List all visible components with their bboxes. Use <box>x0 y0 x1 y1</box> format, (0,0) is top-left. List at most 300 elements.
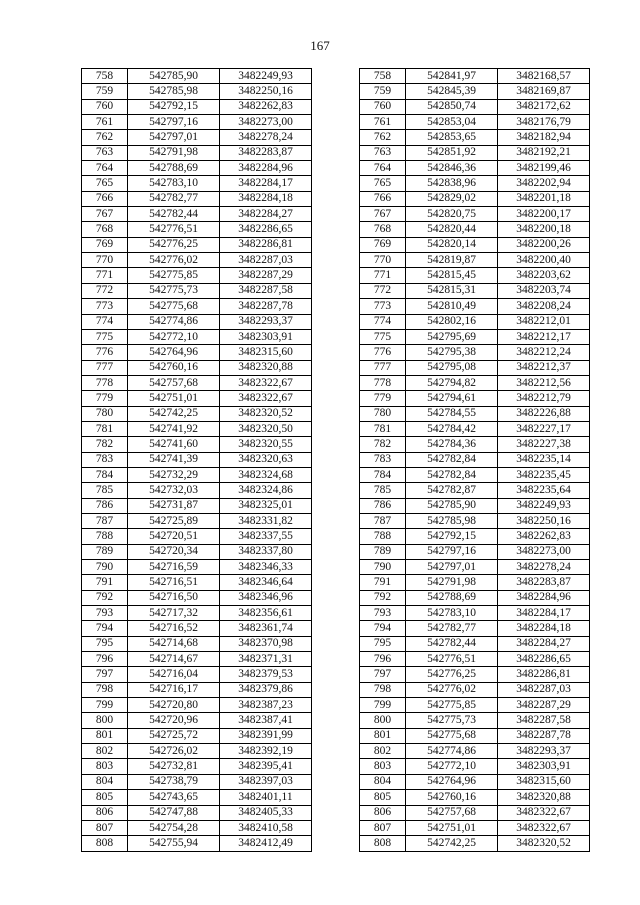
x-coordinate-cell: 542850,74 <box>406 99 498 114</box>
y-coordinate-cell: 3482379,86 <box>220 682 312 697</box>
table-row <box>360 759 590 774</box>
point-number-cell: 801 <box>360 728 406 743</box>
y-coordinate-cell: 3482322,67 <box>498 805 590 820</box>
point-number-cell: 765 <box>360 176 406 191</box>
point-number-cell: 791 <box>82 575 128 590</box>
table-row <box>82 774 312 789</box>
point-number-cell: 773 <box>82 299 128 314</box>
x-coordinate-cell: 542841,97 <box>406 69 498 84</box>
point-number-cell: 767 <box>82 207 128 222</box>
x-coordinate-cell: 542714,67 <box>128 652 220 667</box>
x-coordinate-cell: 542791,98 <box>128 145 220 160</box>
y-coordinate-cell: 3482287,58 <box>220 283 312 298</box>
table-row <box>82 636 312 651</box>
table-row <box>360 421 590 436</box>
x-coordinate-cell: 542820,44 <box>406 222 498 237</box>
y-coordinate-cell: 3482293,37 <box>498 744 590 759</box>
y-coordinate-cell: 3482203,74 <box>498 283 590 298</box>
x-coordinate-cell: 542785,98 <box>128 84 220 99</box>
x-coordinate-cell: 542785,90 <box>406 498 498 513</box>
y-coordinate-cell: 3482286,65 <box>498 652 590 667</box>
x-coordinate-cell: 542741,39 <box>128 452 220 467</box>
x-coordinate-cell: 542776,25 <box>128 237 220 252</box>
y-coordinate-cell: 3482324,86 <box>220 483 312 498</box>
y-coordinate-cell: 3482320,63 <box>220 452 312 467</box>
x-coordinate-cell: 542751,01 <box>406 820 498 835</box>
x-coordinate-cell: 542797,16 <box>406 544 498 559</box>
table-row <box>360 99 590 114</box>
x-coordinate-cell: 542846,36 <box>406 161 498 176</box>
table-row <box>360 652 590 667</box>
point-number-cell: 764 <box>82 161 128 176</box>
table-row <box>82 222 312 237</box>
point-number-cell: 766 <box>360 191 406 206</box>
y-coordinate-cell: 3482293,37 <box>220 314 312 329</box>
x-coordinate-cell: 542741,92 <box>128 421 220 436</box>
point-number-cell: 786 <box>82 498 128 513</box>
table-row <box>82 191 312 206</box>
x-coordinate-cell: 542764,96 <box>128 345 220 360</box>
point-number-cell: 787 <box>360 513 406 528</box>
point-number-cell: 805 <box>82 790 128 805</box>
y-coordinate-cell: 3482284,17 <box>498 606 590 621</box>
y-coordinate-cell: 3482287,58 <box>498 713 590 728</box>
table-row <box>360 314 590 329</box>
y-coordinate-cell: 3482286,65 <box>220 222 312 237</box>
x-coordinate-cell: 542716,59 <box>128 560 220 575</box>
y-coordinate-cell: 3482397,03 <box>220 774 312 789</box>
y-coordinate-cell: 3482331,82 <box>220 513 312 528</box>
y-coordinate-cell: 3482169,87 <box>498 84 590 99</box>
table-row <box>82 498 312 513</box>
table-row <box>82 744 312 759</box>
y-coordinate-cell: 3482200,26 <box>498 237 590 252</box>
x-coordinate-cell: 542776,51 <box>128 222 220 237</box>
table-gap <box>312 68 359 852</box>
table-row <box>82 437 312 452</box>
x-coordinate-cell: 542772,10 <box>406 759 498 774</box>
point-number-cell: 780 <box>360 406 406 421</box>
table-row <box>82 176 312 191</box>
table-row <box>360 513 590 528</box>
page-number: 167 <box>310 38 330 53</box>
y-coordinate-cell: 3482283,87 <box>220 145 312 160</box>
y-coordinate-cell: 3482235,45 <box>498 467 590 482</box>
x-coordinate-cell: 542732,81 <box>128 759 220 774</box>
y-coordinate-cell: 3482286,81 <box>498 667 590 682</box>
table-row <box>82 698 312 713</box>
point-number-cell: 795 <box>360 636 406 651</box>
x-coordinate-cell: 542795,08 <box>406 360 498 375</box>
table-body-right <box>360 69 590 852</box>
x-coordinate-cell: 542747,88 <box>128 805 220 820</box>
point-number-cell: 762 <box>82 130 128 145</box>
x-coordinate-cell: 542795,69 <box>406 329 498 344</box>
x-coordinate-cell: 542792,15 <box>406 529 498 544</box>
x-coordinate-cell: 542731,87 <box>128 498 220 513</box>
table-row <box>82 207 312 222</box>
point-number-cell: 796 <box>360 652 406 667</box>
y-coordinate-cell: 3482203,62 <box>498 268 590 283</box>
y-coordinate-cell: 3482370,98 <box>220 636 312 651</box>
x-coordinate-cell: 542794,82 <box>406 375 498 390</box>
point-number-cell: 794 <box>82 621 128 636</box>
x-coordinate-cell: 542716,51 <box>128 575 220 590</box>
x-coordinate-cell: 542782,87 <box>406 483 498 498</box>
table-row <box>82 652 312 667</box>
y-coordinate-cell: 3482337,55 <box>220 529 312 544</box>
table-row <box>360 728 590 743</box>
x-coordinate-cell: 542732,03 <box>128 483 220 498</box>
y-coordinate-cell: 3482395,41 <box>220 759 312 774</box>
point-number-cell: 776 <box>82 345 128 360</box>
point-number-cell: 777 <box>360 360 406 375</box>
y-coordinate-cell: 3482286,81 <box>220 237 312 252</box>
point-number-cell: 778 <box>360 375 406 390</box>
point-number-cell: 776 <box>360 345 406 360</box>
table-row <box>82 452 312 467</box>
y-coordinate-cell: 3482303,91 <box>220 329 312 344</box>
point-number-cell: 762 <box>360 130 406 145</box>
x-coordinate-cell: 542776,51 <box>406 652 498 667</box>
x-coordinate-cell: 542782,77 <box>128 191 220 206</box>
table-row <box>82 590 312 605</box>
y-coordinate-cell: 3482356,61 <box>220 606 312 621</box>
point-number-cell: 786 <box>360 498 406 513</box>
point-number-cell: 802 <box>82 744 128 759</box>
table-row <box>360 544 590 559</box>
x-coordinate-cell: 542815,31 <box>406 283 498 298</box>
x-coordinate-cell: 542820,14 <box>406 237 498 252</box>
point-number-cell: 790 <box>360 560 406 575</box>
y-coordinate-cell: 3482315,60 <box>220 345 312 360</box>
point-number-cell: 793 <box>360 606 406 621</box>
table-row <box>82 836 312 852</box>
point-number-cell: 788 <box>82 529 128 544</box>
y-coordinate-cell: 3482320,52 <box>498 836 590 852</box>
table-row <box>82 161 312 176</box>
y-coordinate-cell: 3482410,58 <box>220 820 312 835</box>
table-row <box>82 237 312 252</box>
point-number-cell: 775 <box>82 329 128 344</box>
point-number-cell: 768 <box>360 222 406 237</box>
point-number-cell: 795 <box>82 636 128 651</box>
table-row <box>360 130 590 145</box>
x-coordinate-cell: 542815,45 <box>406 268 498 283</box>
x-coordinate-cell: 542751,01 <box>128 391 220 406</box>
x-coordinate-cell: 542782,84 <box>406 452 498 467</box>
table-row <box>360 636 590 651</box>
table-row <box>360 452 590 467</box>
table-row <box>82 513 312 528</box>
y-coordinate-cell: 3482284,96 <box>220 161 312 176</box>
x-coordinate-cell: 542716,52 <box>128 621 220 636</box>
y-coordinate-cell: 3482226,88 <box>498 406 590 421</box>
x-coordinate-cell: 542725,72 <box>128 728 220 743</box>
table-row <box>82 99 312 114</box>
table-row <box>82 728 312 743</box>
table-row <box>360 774 590 789</box>
point-number-cell: 761 <box>82 115 128 130</box>
table-row <box>360 713 590 728</box>
y-coordinate-cell: 3482227,38 <box>498 437 590 452</box>
point-number-cell: 797 <box>82 667 128 682</box>
y-coordinate-cell: 3482273,00 <box>498 544 590 559</box>
point-number-cell: 766 <box>82 191 128 206</box>
table-row <box>360 191 590 206</box>
point-number-cell: 789 <box>360 544 406 559</box>
y-coordinate-cell: 3482202,94 <box>498 176 590 191</box>
point-number-cell: 772 <box>82 283 128 298</box>
y-coordinate-cell: 3482284,18 <box>220 191 312 206</box>
x-coordinate-cell: 542720,96 <box>128 713 220 728</box>
point-number-cell: 808 <box>360 836 406 852</box>
y-coordinate-cell: 3482371,31 <box>220 652 312 667</box>
x-coordinate-cell: 542820,75 <box>406 207 498 222</box>
y-coordinate-cell: 3482287,29 <box>498 698 590 713</box>
table-row <box>360 437 590 452</box>
x-coordinate-cell: 542757,68 <box>406 805 498 820</box>
x-coordinate-cell: 542782,44 <box>406 636 498 651</box>
point-number-cell: 807 <box>82 820 128 835</box>
point-number-cell: 775 <box>360 329 406 344</box>
point-number-cell: 767 <box>360 207 406 222</box>
point-number-cell: 785 <box>82 483 128 498</box>
y-coordinate-cell: 3482212,17 <box>498 329 590 344</box>
y-coordinate-cell: 3482287,03 <box>498 682 590 697</box>
table-row <box>360 406 590 421</box>
table-row <box>82 299 312 314</box>
point-number-cell: 788 <box>360 529 406 544</box>
point-number-cell: 792 <box>82 590 128 605</box>
point-number-cell: 805 <box>360 790 406 805</box>
point-number-cell: 771 <box>360 268 406 283</box>
y-coordinate-cell: 3482337,80 <box>220 544 312 559</box>
table-row <box>82 145 312 160</box>
y-coordinate-cell: 3482412,49 <box>220 836 312 852</box>
table-row <box>360 176 590 191</box>
table-row <box>360 744 590 759</box>
point-number-cell: 765 <box>82 176 128 191</box>
x-coordinate-cell: 542851,92 <box>406 145 498 160</box>
table-row <box>82 391 312 406</box>
x-coordinate-cell: 542738,79 <box>128 774 220 789</box>
table-row <box>82 667 312 682</box>
x-coordinate-cell: 542797,16 <box>128 115 220 130</box>
table-row <box>360 790 590 805</box>
y-coordinate-cell: 3482262,83 <box>220 99 312 114</box>
point-number-cell: 758 <box>360 69 406 84</box>
x-coordinate-cell: 542853,65 <box>406 130 498 145</box>
table-row <box>82 606 312 621</box>
y-coordinate-cell: 3482346,96 <box>220 590 312 605</box>
table-row <box>360 237 590 252</box>
y-coordinate-cell: 3482192,21 <box>498 145 590 160</box>
x-coordinate-cell: 542788,69 <box>128 161 220 176</box>
point-number-cell: 774 <box>82 314 128 329</box>
y-coordinate-cell: 3482200,40 <box>498 253 590 268</box>
x-coordinate-cell: 542726,02 <box>128 744 220 759</box>
y-coordinate-cell: 3482212,37 <box>498 360 590 375</box>
x-coordinate-cell: 542785,98 <box>406 513 498 528</box>
point-number-cell: 789 <box>82 544 128 559</box>
y-coordinate-cell: 3482387,41 <box>220 713 312 728</box>
x-coordinate-cell: 542775,73 <box>406 713 498 728</box>
table-row <box>82 360 312 375</box>
table-row <box>360 682 590 697</box>
x-coordinate-cell: 542784,42 <box>406 421 498 436</box>
table-row <box>360 253 590 268</box>
x-coordinate-cell: 542717,32 <box>128 606 220 621</box>
table-row <box>82 805 312 820</box>
table-row <box>82 682 312 697</box>
x-coordinate-cell: 542794,61 <box>406 391 498 406</box>
point-number-cell: 800 <box>82 713 128 728</box>
point-number-cell: 797 <box>360 667 406 682</box>
table-row <box>360 360 590 375</box>
x-coordinate-cell: 542776,02 <box>128 253 220 268</box>
point-number-cell: 798 <box>82 682 128 697</box>
point-number-cell: 760 <box>82 99 128 114</box>
x-coordinate-cell: 542720,80 <box>128 698 220 713</box>
table-row <box>82 253 312 268</box>
x-coordinate-cell: 542810,49 <box>406 299 498 314</box>
x-coordinate-cell: 542754,28 <box>128 820 220 835</box>
point-number-cell: 803 <box>82 759 128 774</box>
table-row <box>360 621 590 636</box>
point-number-cell: 785 <box>360 483 406 498</box>
y-coordinate-cell: 3482250,16 <box>220 84 312 99</box>
x-coordinate-cell: 542783,10 <box>406 606 498 621</box>
y-coordinate-cell: 3482278,24 <box>498 560 590 575</box>
y-coordinate-cell: 3482235,64 <box>498 483 590 498</box>
point-number-cell: 787 <box>82 513 128 528</box>
y-coordinate-cell: 3482212,79 <box>498 391 590 406</box>
y-coordinate-cell: 3482405,33 <box>220 805 312 820</box>
x-coordinate-cell: 542845,39 <box>406 84 498 99</box>
point-number-cell: 763 <box>360 145 406 160</box>
table-row <box>360 222 590 237</box>
point-number-cell: 773 <box>360 299 406 314</box>
point-number-cell: 784 <box>82 467 128 482</box>
table-row <box>360 299 590 314</box>
y-coordinate-cell: 3482284,27 <box>220 207 312 222</box>
table-row <box>82 529 312 544</box>
point-number-cell: 758 <box>82 69 128 84</box>
y-coordinate-cell: 3482287,03 <box>220 253 312 268</box>
table-row <box>82 375 312 390</box>
point-number-cell: 804 <box>360 774 406 789</box>
table-row <box>360 375 590 390</box>
table-row <box>82 560 312 575</box>
table-row <box>360 283 590 298</box>
table-row <box>360 345 590 360</box>
point-number-cell: 803 <box>360 759 406 774</box>
point-number-cell: 774 <box>360 314 406 329</box>
x-coordinate-cell: 542776,25 <box>406 667 498 682</box>
point-number-cell: 761 <box>360 115 406 130</box>
x-coordinate-cell: 542795,38 <box>406 345 498 360</box>
table-row <box>82 421 312 436</box>
point-number-cell: 772 <box>360 283 406 298</box>
y-coordinate-cell: 3482212,56 <box>498 375 590 390</box>
x-coordinate-cell: 542714,68 <box>128 636 220 651</box>
point-number-cell: 794 <box>360 621 406 636</box>
table-row <box>360 84 590 99</box>
point-number-cell: 802 <box>360 744 406 759</box>
y-coordinate-cell: 3482283,87 <box>498 575 590 590</box>
table-row <box>82 621 312 636</box>
point-number-cell: 807 <box>360 820 406 835</box>
x-coordinate-cell: 542785,90 <box>128 69 220 84</box>
x-coordinate-cell: 542741,60 <box>128 437 220 452</box>
table-row <box>82 329 312 344</box>
table-row <box>82 467 312 482</box>
y-coordinate-cell: 3482287,78 <box>498 728 590 743</box>
x-coordinate-cell: 542838,96 <box>406 176 498 191</box>
y-coordinate-cell: 3482176,79 <box>498 115 590 130</box>
point-number-cell: 806 <box>360 805 406 820</box>
y-coordinate-cell: 3482322,67 <box>220 375 312 390</box>
x-coordinate-cell: 542829,02 <box>406 191 498 206</box>
y-coordinate-cell: 3482212,01 <box>498 314 590 329</box>
table-row <box>360 698 590 713</box>
x-coordinate-cell: 542797,01 <box>128 130 220 145</box>
x-coordinate-cell: 542784,36 <box>406 437 498 452</box>
point-number-cell: 759 <box>82 84 128 99</box>
table-row <box>360 161 590 176</box>
table-row <box>82 544 312 559</box>
y-coordinate-cell: 3482278,24 <box>220 130 312 145</box>
table-row <box>82 820 312 835</box>
x-coordinate-cell: 542720,51 <box>128 529 220 544</box>
y-coordinate-cell: 3482322,67 <box>498 820 590 835</box>
y-coordinate-cell: 3482284,96 <box>498 590 590 605</box>
y-coordinate-cell: 3482200,17 <box>498 207 590 222</box>
point-number-cell: 790 <box>82 560 128 575</box>
x-coordinate-cell: 542782,44 <box>128 207 220 222</box>
y-coordinate-cell: 3482182,94 <box>498 130 590 145</box>
table-row <box>82 790 312 805</box>
table-row <box>360 529 590 544</box>
table-row <box>360 69 590 84</box>
table-row <box>82 84 312 99</box>
y-coordinate-cell: 3482287,29 <box>220 268 312 283</box>
table-row <box>360 115 590 130</box>
y-coordinate-cell: 3482379,53 <box>220 667 312 682</box>
point-number-cell: 801 <box>82 728 128 743</box>
point-number-cell: 768 <box>82 222 128 237</box>
point-number-cell: 777 <box>82 360 128 375</box>
table-row <box>360 820 590 835</box>
y-coordinate-cell: 3482212,24 <box>498 345 590 360</box>
y-coordinate-cell: 3482346,64 <box>220 575 312 590</box>
point-number-cell: 804 <box>82 774 128 789</box>
table-body-left <box>82 69 312 852</box>
table-row <box>360 575 590 590</box>
point-number-cell: 798 <box>360 682 406 697</box>
point-number-cell: 791 <box>360 575 406 590</box>
table-row <box>360 467 590 482</box>
y-coordinate-cell: 3482391,99 <box>220 728 312 743</box>
point-number-cell: 782 <box>82 437 128 452</box>
table-row <box>82 69 312 84</box>
x-coordinate-cell: 542716,17 <box>128 682 220 697</box>
point-number-cell: 783 <box>82 452 128 467</box>
table-row <box>360 805 590 820</box>
coordinate-table <box>81 68 594 852</box>
x-coordinate-cell: 542775,85 <box>128 268 220 283</box>
